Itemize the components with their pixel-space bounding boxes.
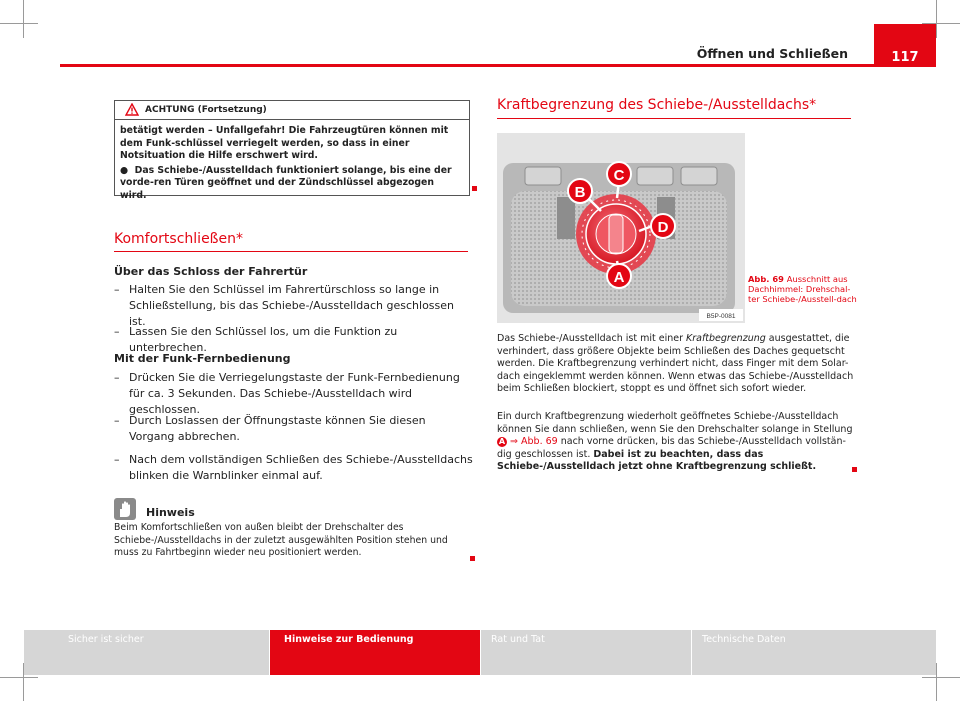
list-item-text: Nach dem vollständigen Schließen des Schiebe-/Ausstelldachs blinken die Warnblinker einmal auf. xyxy=(129,453,473,482)
info-hand-icon xyxy=(114,498,136,520)
footer-tab-technik[interactable]: Technische Daten xyxy=(692,630,936,675)
end-mark xyxy=(852,467,857,472)
paragraph xyxy=(497,411,857,474)
figure-caption-text: Ausschnitt aus Dachhimmel: Drehschal-ter Schiebe-/Ausstell-dach xyxy=(748,274,857,304)
crop-mark xyxy=(936,663,937,701)
dash: – xyxy=(114,414,120,427)
roof-switch-illustration xyxy=(497,133,745,323)
paragraph-bold: Dabei ist zu beachten, dass das Schiebe-/Ausstelldach jetzt ohne Kraftbegrenzung schließt. xyxy=(497,448,817,472)
paragraph-emphasis: Kraftbegrenzung xyxy=(686,333,766,344)
figure-code: B5P-0081 xyxy=(706,313,736,320)
figure-roof-switch xyxy=(497,133,745,323)
warning-bullet-text: Das Schiebe-/Ausstelldach funktioniert solange, bis eine der vorde-ren Türen geöffnet und der Zündschlüssel abgezogen wird. xyxy=(120,164,452,201)
crop-mark xyxy=(0,23,38,24)
paragraph xyxy=(497,333,857,396)
figure-caption-number: Abb. 69 xyxy=(748,274,784,284)
footer-tab-sicher[interactable]: Sicher ist sicher xyxy=(24,630,269,675)
end-mark xyxy=(472,186,477,191)
warning-bullet-paragraph xyxy=(120,165,461,203)
paragraph-text: Ein durch Kraftbegrenzung wiederholt geöffnetes Schiebe-/Ausstelldach können Sie dann schließen, wenn Sie den Drehschalter solange in Stellung xyxy=(497,411,853,435)
warning-body xyxy=(115,120,469,202)
list-item xyxy=(114,413,474,445)
crop-mark xyxy=(936,0,937,38)
position-badge: A xyxy=(498,437,506,446)
callout-label: D xyxy=(657,219,669,236)
list-item-text: Lassen Sie den Schlüssel los, um die Funktion zu unterbrechen. xyxy=(129,325,398,354)
hint-title: Hinweis xyxy=(146,506,195,519)
subheading-funk: Mit der Funk-Fernbedienung xyxy=(114,352,291,365)
section-title-komfort: Komfortschließen* xyxy=(114,231,243,247)
callout-label: A xyxy=(613,269,625,286)
figure-reference-link[interactable]: ⇒ Abb. 69 xyxy=(510,436,558,447)
footer-tab-bedienung[interactable]: Hinweise zur Bedienung xyxy=(270,630,480,675)
section-rule xyxy=(114,251,468,252)
dash: – xyxy=(114,325,120,338)
callout-label: B xyxy=(574,184,586,201)
warning-header xyxy=(115,101,469,120)
header-rule xyxy=(60,64,936,67)
list-item xyxy=(114,282,474,330)
page-number: 117 xyxy=(874,24,936,67)
section-rule xyxy=(497,118,851,119)
warning-title: ACHTUNG (Fortsetzung) xyxy=(145,105,267,115)
bullet: ● xyxy=(120,164,129,176)
paragraph-text: ausgestattet, die verhindert, dass größere Objekte beim Schließen des Daches gequetscht werden. Die Kraftbegrenzung verhindert nicht, dass Finger mit dem Solar-dach eingeklemmt werden können. Wenn etwas das Schiebe-/Ausstelldach beim Schließen blockiert, stoppt es und öffnet sich sofort wieder. xyxy=(497,333,854,394)
dash: – xyxy=(114,453,120,466)
crop-mark xyxy=(23,0,24,38)
list-item-text: Halten Sie den Schlüssel im Fahrertürschloss so lange in Schließstellung, bis das Schiebe-/Ausstelldach geschlossen ist. xyxy=(129,283,454,328)
warning-box xyxy=(114,100,470,201)
figure-caption xyxy=(748,274,858,304)
footer-tab-rat[interactable]: Rat und Tat xyxy=(481,630,691,675)
list-item-text: Durch Loslassen der Öffnungstaste können Sie diesen Vorgang abbrechen. xyxy=(129,414,426,443)
list-item xyxy=(114,452,474,484)
list-item xyxy=(114,370,474,418)
subheading-fahrertuer: Über das Schloss der Fahrertür xyxy=(114,265,308,278)
dash: – xyxy=(114,371,120,384)
warning-paragraph: betätigt werden – Unfallgefahr! Die Fahrzeugtüren können mit dem Funk-schlüssel verriegelt werden, so dass in einer Notsituation die Hilfe erschwert wird. xyxy=(120,125,449,161)
warning-triangle-icon xyxy=(125,103,139,116)
hint-body: Beim Komfortschließen von außen bleibt der Drehschalter des Schiebe-/Ausstelldachs in der zuletzt ausgewählten Position stehen und muss zu Fahrtbeginn wieder neu positioniert werden. xyxy=(114,522,448,558)
end-mark xyxy=(470,556,475,561)
crop-mark xyxy=(922,677,960,678)
crop-mark xyxy=(0,677,38,678)
page-title: Öffnen und Schließen xyxy=(696,46,848,61)
section-title-kraftbegrenzung: Kraftbegrenzung des Schiebe-/Ausstelldachs* xyxy=(497,97,817,113)
paragraph-text: nach vorne drücken, bis das Schiebe-/Ausstelldach vollstän-dig geschlossen ist. xyxy=(497,436,846,460)
paragraph-text: Das Schiebe-/Ausstelldach ist mit einer xyxy=(497,333,686,344)
dash: – xyxy=(114,283,120,296)
list-item-text: Drücken Sie die Verriegelungstaste der Funk-Fernbedienung für ca. 3 Sekunden. Das Schiebe-/Ausstelldach wird geschlossen. xyxy=(129,371,460,416)
callout-label: C xyxy=(613,167,625,184)
